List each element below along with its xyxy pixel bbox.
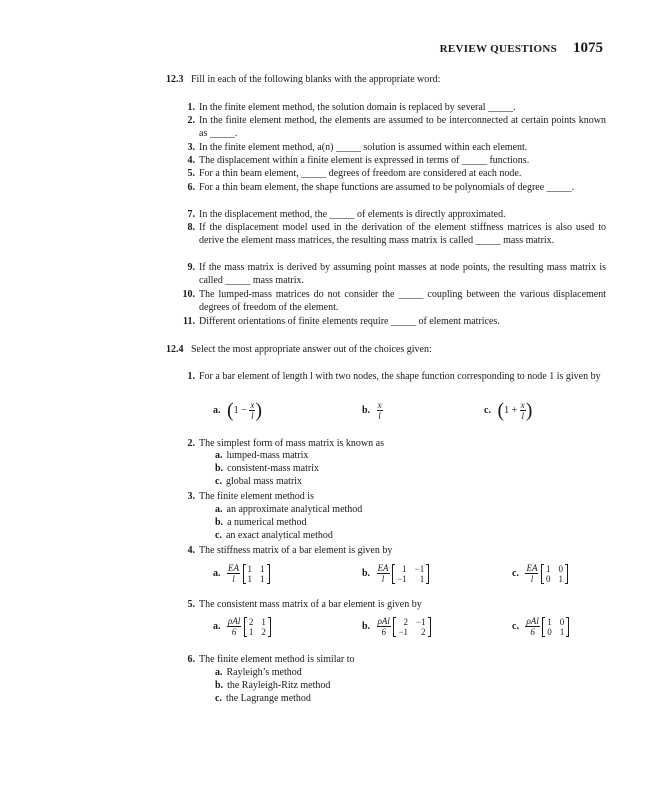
- item-number: 3.: [187, 142, 195, 153]
- choice-b: b. $\frac{EA}{l}$ 1 −1 −1 1: [362, 563, 429, 584]
- mc-question: [187, 370, 606, 383]
- question-number: 2.: [187, 438, 195, 449]
- item-number: 8.: [187, 222, 195, 233]
- choice-label: c.: [484, 404, 491, 416]
- choice-c: c. an exact analytical method: [215, 530, 333, 541]
- choice-a: a. lumped-mass matrix: [215, 450, 309, 461]
- question-text: The consistent mass matrix of a bar element is given by: [199, 599, 422, 610]
- header-title: REVIEW QUESTIONS: [439, 43, 557, 55]
- mc-question: [187, 437, 606, 450]
- minus-sign: −: [241, 404, 247, 416]
- matrix: 1 −1 −1 1: [392, 564, 429, 584]
- item-number: 10.: [182, 289, 195, 300]
- mc-question: [187, 653, 606, 666]
- fill-item: [187, 154, 606, 167]
- question-number: 4.: [187, 545, 195, 556]
- mc-question: [187, 598, 606, 611]
- fill-item: [187, 221, 606, 247]
- item-text: The displacement within a finite element is expressed in terms of _____ functions.: [199, 155, 530, 166]
- one: 1: [233, 404, 239, 416]
- one: 1: [504, 404, 510, 416]
- x-over-l: $\frac{x}{l}$: [250, 400, 255, 421]
- choice-label: b.: [362, 404, 371, 416]
- x-over-l: $\frac{x}{l}$: [377, 400, 382, 421]
- matrix: 1 0 0 1: [542, 617, 569, 637]
- section-number: 12.3: [166, 74, 184, 85]
- question-number: 5.: [187, 599, 195, 610]
- fill-item: [183, 315, 606, 328]
- x-over-l: $\frac{x}{l}$: [520, 400, 525, 421]
- item-number: 11.: [183, 316, 195, 327]
- fill-item: [187, 181, 606, 194]
- question-text: The stiffness matrix of a bar element is given by: [199, 545, 393, 556]
- matrix: 1 0 0 1: [541, 564, 568, 584]
- section-intro: Select the most appropriate answer out of the choices given:: [191, 344, 432, 355]
- item-text: If the displacement model used in the derivation of the element stiffness matrices is also used to derive the element mass matrices, the resulting mass matrix is called _____ mass matrix.: [199, 222, 606, 246]
- matrix: 2 −1 −1 2: [393, 617, 430, 637]
- item-text: In the finite element method, a(n) _____ solution is assumed within each element.: [199, 142, 528, 153]
- choice-a: a. $\frac{\text{ρAl}}{6}$ 2 1 1 2: [213, 616, 271, 637]
- choice-a: a. (1 − $\frac{x}{l}$ ): [213, 399, 262, 422]
- fill-item: [182, 288, 606, 314]
- section-12-4-heading: [166, 343, 606, 356]
- matrix: 2 1 1 2: [244, 617, 271, 637]
- choice-c: c. $\frac{EA}{l}$ 1 0 0 1: [512, 563, 568, 584]
- item-number: 1.: [187, 102, 195, 113]
- choice-a: a. an approximate analytical method: [215, 504, 363, 515]
- fill-item: [187, 208, 606, 221]
- plus-sign: +: [511, 404, 518, 416]
- choice-b: b. $\frac{\text{ρAl}}{6}$ 2 −1 −1 2: [362, 616, 431, 637]
- question-text: The finite element method is: [199, 491, 314, 502]
- mc-question: [187, 544, 606, 557]
- choice-c: c. the Lagrange method: [215, 693, 311, 704]
- running-header: [440, 40, 603, 57]
- item-number: 7.: [187, 209, 195, 220]
- fill-item: [187, 261, 606, 287]
- item-number: 4.: [187, 155, 195, 166]
- item-text: In the finite element method, the solution domain is replaced by several _____.: [199, 102, 516, 113]
- choice-c: c. $\frac{\text{ρAl}}{6}$ 1 0 0 1: [512, 616, 569, 637]
- choice-b: b. consistent-mass matrix: [215, 463, 319, 474]
- section-intro: Fill in each of the following blanks with the appropriate word:: [191, 74, 441, 85]
- question-text: For a bar element of length l with two nodes, the shape function corresponding to node 1 is given by: [199, 371, 601, 382]
- choice-c: c. (1 + $\frac{x}{l}$ ): [484, 399, 533, 422]
- choice-a: a. Rayleigh’s method: [215, 667, 302, 678]
- item-text: If the mass matrix is derived by assuming point masses at node points, the resulting mass matrix is called _____ mass matrix.: [199, 262, 606, 286]
- item-text: Different orientations of finite elements require _____ of element matrices.: [199, 316, 500, 327]
- mc-question: [187, 490, 606, 503]
- choice-b: b. a numerical method: [215, 517, 307, 528]
- item-number: 2.: [187, 115, 195, 126]
- choice-c: c. global mass matrix: [215, 476, 303, 487]
- item-text: For a thin beam element, the shape functions are assumed to be polynomials of degree _____.: [199, 182, 575, 193]
- page-number: 1075: [573, 40, 603, 56]
- question-text: The simplest form of mass matrix is known as: [199, 438, 384, 449]
- item-number: 9.: [187, 262, 195, 273]
- fill-item: [187, 167, 606, 180]
- section-number: 12.4: [166, 344, 184, 355]
- item-number: 6.: [187, 182, 195, 193]
- question-number: 3.: [187, 491, 195, 502]
- item-text: In the finite element method, the elements are assumed to be interconnected at certain points known as _____.: [199, 115, 606, 139]
- item-text: The lumped-mass matrices do not consider the _____ coupling between the various displacement degrees of freedom of the element.: [199, 289, 606, 313]
- item-text: In the displacement method, the _____ of elements is directly approximated.: [199, 209, 506, 220]
- question-text: The finite element method is similar to: [199, 654, 355, 665]
- choice-b: b. the Rayleigh-Ritz method: [215, 680, 331, 691]
- question-number: 1.: [187, 371, 195, 382]
- section-12-3-heading: [166, 73, 606, 86]
- fill-item: [187, 114, 606, 140]
- choice-a: a. $\frac{EA}{l}$ 1 1 1 1: [213, 563, 270, 584]
- choice-label: a.: [213, 404, 221, 416]
- choice-b: [362, 400, 383, 421]
- item-text: For a thin beam element, _____ degrees of freedom are considered at each node.: [199, 168, 522, 179]
- matrix: 1 1 1 1: [243, 564, 270, 584]
- question-number: 6.: [187, 654, 195, 665]
- item-number: 5.: [187, 168, 195, 179]
- fill-item: [187, 101, 606, 114]
- fill-item: [187, 141, 606, 154]
